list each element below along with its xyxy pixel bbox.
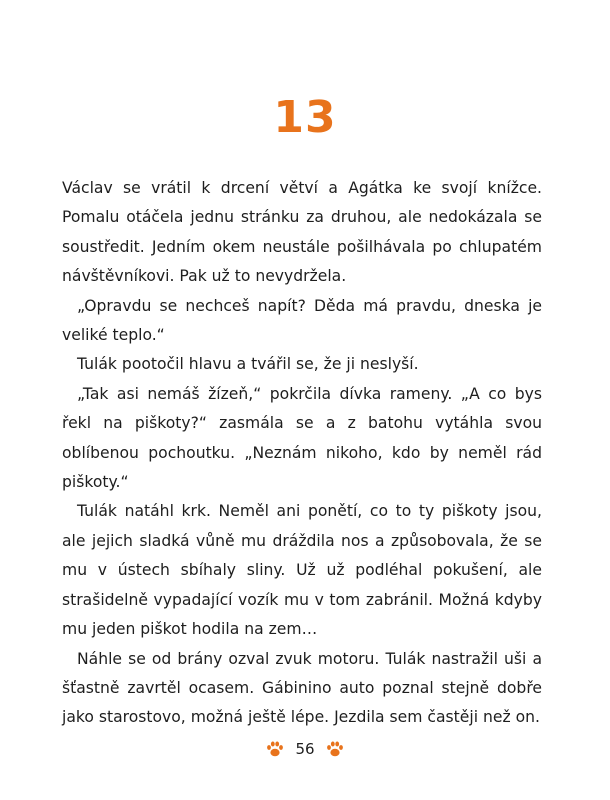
- paragraph: Václav se vrátil k drcení větví a Agátka ke svojí knížce. Pomalu otáčela jednu stránku za druhou, ale nedokázala se soustředit. Jedním okem neustále pošilhávala po chlupatém návštěvníkovi. Pak už to nevydržela.: [62, 179, 542, 286]
- body-text: [62, 174, 542, 733]
- paragraph: Tulák pootočil hlavu a tvářil se, že ji neslyší.: [77, 355, 419, 374]
- chapter-number: 13: [273, 92, 337, 143]
- page-number: 56: [295, 740, 315, 758]
- paw-print-icon: [325, 739, 345, 759]
- paragraph: Tulák natáhl krk. Neměl ani ponětí, co to ty piškoty jsou, ale jejich sladká vůně mu dráždila nos a způsobovala, že se mu v ústech sbíhaly sliny. Už už podléhal pokušení, ale strašidelně vypadající vozík mu v tom zabránil. Možná kdyby mu jeden piškot hodila na zem…: [62, 502, 542, 639]
- paw-print-icon: [265, 739, 285, 759]
- paragraph: Náhle se od brány ozval zvuk motoru. Tulák nastražil uši a šťastně zavrtěl ocasem. Gábinino auto poznal stejně dobře jako starostovo, možná ještě lépe. Jezdila sem častěji než on.: [62, 649, 542, 727]
- paragraph: „Tak asi nemáš žízeň,“ pokrčila dívka rameny. „A co bys řekl na piškoty?“ zasmála se a z batohu vytáhla svou oblíbenou pochoutku. „Neznám nikoho, kdo by neměl rád piškoty.“: [62, 384, 542, 492]
- page-footer: [0, 734, 610, 764]
- paragraph: „Opravdu se nechceš napít? Děda má pravdu, dneska je veliké teplo.“: [62, 296, 542, 345]
